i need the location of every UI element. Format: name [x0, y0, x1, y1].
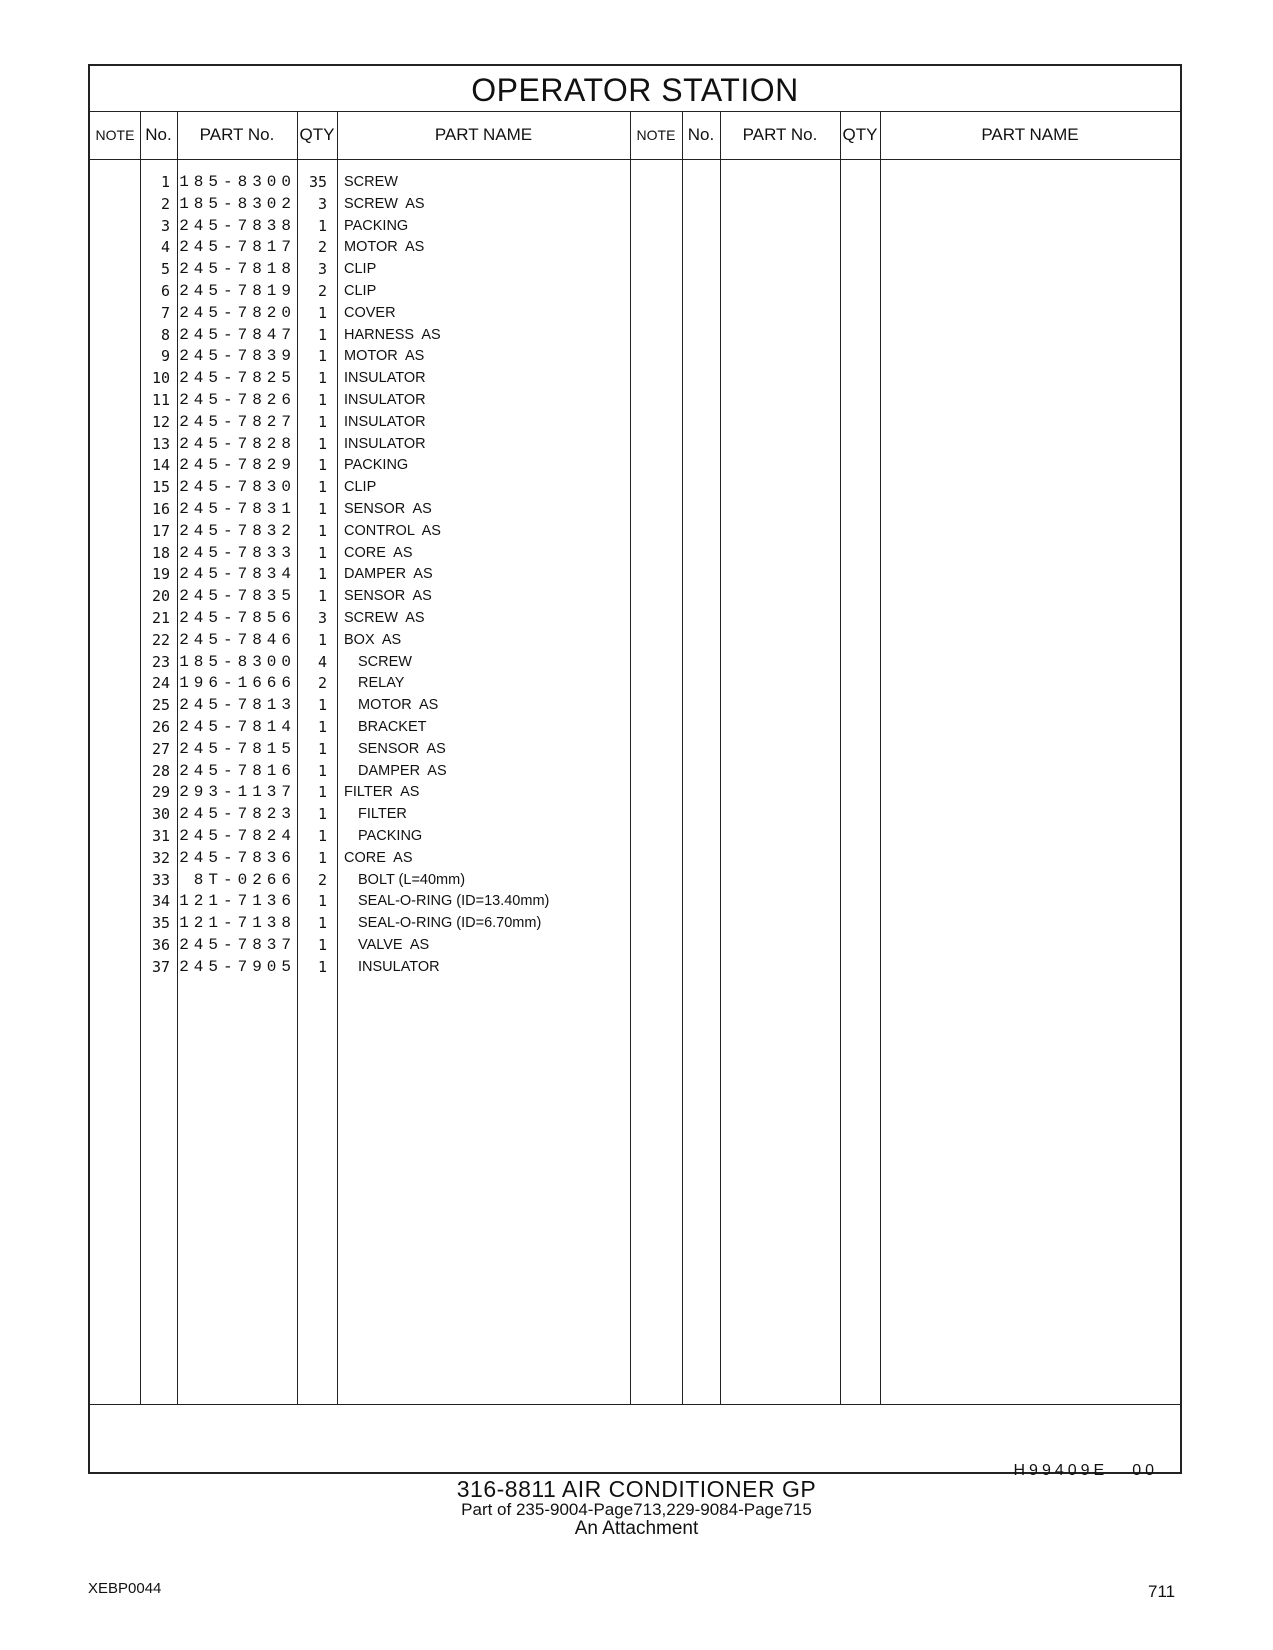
- row-part-number: 245-7905: [179, 957, 296, 976]
- row-part-name: BRACKET: [358, 719, 427, 735]
- header-no-right: No.: [687, 125, 715, 144]
- row-quantity: 1: [317, 347, 327, 366]
- header-partname-right: PART NAME: [981, 125, 1079, 144]
- ref-version: 00: [1132, 1462, 1158, 1479]
- row-part-number: 245-7815: [179, 739, 296, 758]
- row-part-number: 8T-0266: [193, 870, 296, 889]
- table-row: [90, 738, 650, 761]
- row-number: 26: [151, 718, 170, 736]
- row-quantity: 1: [317, 936, 327, 954]
- row-part-name: FILTER AS: [344, 784, 420, 801]
- row-part-name: SCREW AS: [344, 195, 425, 212]
- header-partno-left: PART No.: [199, 125, 275, 144]
- table-row: [90, 236, 650, 259]
- row-part-number: 185-8300: [179, 652, 296, 671]
- row-part-name: HARNESS AS: [344, 326, 441, 343]
- table-row: [90, 847, 650, 870]
- table-row: [90, 825, 650, 848]
- table-row: [90, 280, 650, 303]
- row-quantity: 1: [317, 696, 327, 715]
- row-quantity: 3: [317, 194, 327, 213]
- caption-part-of: Part of 235-9004-Page713,229-9084-Page715: [461, 1500, 812, 1519]
- row-part-number: 245-7839: [179, 347, 296, 366]
- row-part-number: 245-7814: [179, 718, 296, 736]
- header-note-left: NOTE: [95, 127, 135, 143]
- row-quantity: 1: [317, 761, 327, 780]
- table-row: [90, 215, 650, 238]
- row-quantity: 1: [317, 303, 327, 322]
- row-part-name: CLIP: [344, 479, 377, 496]
- row-part-name: SEAL-O-RING (ID=6.70mm): [358, 915, 542, 932]
- row-number: 19: [151, 565, 170, 584]
- table-row: [90, 454, 650, 477]
- row-quantity: 1: [317, 827, 327, 845]
- row-part-number: 245-7823: [179, 805, 296, 824]
- row-part-name: SENSOR AS: [344, 588, 432, 605]
- row-number: 36: [151, 936, 170, 954]
- footer-divider: [90, 1404, 1180, 1405]
- row-part-name: SEAL-O-RING (ID=13.40mm): [358, 893, 550, 910]
- row-number: 27: [151, 739, 170, 758]
- row-quantity: 1: [317, 521, 327, 540]
- row-part-name: PACKING: [358, 828, 423, 844]
- row-number: 34: [151, 892, 170, 911]
- row-quantity: 2: [317, 238, 327, 257]
- col-divider: [720, 112, 721, 1404]
- row-number: 9: [160, 347, 170, 366]
- row-number: 35: [151, 914, 170, 933]
- table-row: [90, 803, 650, 826]
- row-part-name: PACKING: [344, 217, 409, 234]
- row-number: 17: [151, 521, 170, 540]
- row-number: 11: [151, 391, 170, 409]
- row-number: 18: [151, 543, 170, 562]
- table-row: [90, 476, 650, 499]
- header-note-right: NOTE: [636, 127, 676, 143]
- row-part-number: 245-7819: [179, 282, 296, 300]
- row-part-number: 185-8302: [179, 194, 296, 213]
- col-divider: [880, 112, 881, 1404]
- row-part-name: CLIP: [344, 283, 377, 299]
- row-part-name: VALVE AS: [358, 937, 430, 953]
- table-row: [90, 498, 650, 521]
- table-row: [90, 258, 650, 281]
- row-number: 33: [151, 870, 170, 889]
- row-part-name: SCREW AS: [344, 610, 425, 626]
- table-row: [90, 629, 650, 652]
- row-quantity: 1: [317, 957, 327, 976]
- table-row: [90, 520, 650, 543]
- row-part-name: SENSOR AS: [344, 501, 432, 517]
- table-row: [90, 869, 650, 892]
- row-quantity: 1: [317, 739, 327, 758]
- table-row: [90, 890, 650, 913]
- row-part-name: INSULATOR: [344, 370, 426, 387]
- row-number: 3: [160, 216, 170, 235]
- row-part-number: 245-7824: [179, 827, 296, 845]
- row-number: 15: [151, 478, 170, 497]
- row-quantity: 1: [317, 500, 327, 518]
- row-part-number: 245-7833: [179, 543, 296, 562]
- header-no-left: No.: [145, 125, 172, 144]
- row-quantity: 2: [317, 674, 327, 693]
- table-row: [90, 193, 650, 216]
- row-quantity: 2: [317, 870, 327, 889]
- row-part-name: INSULATOR: [344, 392, 426, 408]
- header-partname-left: PART NAME: [434, 125, 533, 144]
- table-row: [90, 324, 650, 347]
- row-part-number: 245-7829: [179, 456, 296, 475]
- row-part-number: 245-7828: [179, 434, 296, 453]
- row-part-name: SCREW: [358, 653, 412, 670]
- row-number: 23: [151, 652, 170, 671]
- table-row: [90, 912, 650, 935]
- caption-group-title: 316-8811 AIR CONDITIONER GP: [456, 1476, 817, 1502]
- table-row: [90, 716, 650, 739]
- row-number: 2: [160, 194, 170, 213]
- row-quantity: 2: [317, 282, 327, 300]
- row-part-number: 245-7820: [179, 303, 296, 322]
- row-number: 32: [151, 848, 170, 867]
- row-part-number: 121-7136: [179, 892, 296, 911]
- row-part-number: 245-7838: [179, 216, 296, 235]
- row-quantity: 3: [317, 260, 327, 279]
- row-quantity: 1: [317, 478, 327, 497]
- row-part-number: 245-7818: [179, 260, 296, 279]
- row-quantity: 3: [317, 609, 327, 627]
- row-part-number: 245-7826: [179, 391, 296, 409]
- row-number: 16: [151, 500, 170, 518]
- page-number: 711: [1148, 1582, 1176, 1601]
- row-part-name: COVER: [344, 304, 396, 321]
- row-number: 5: [160, 260, 170, 279]
- row-part-number: 245-7827: [179, 412, 296, 431]
- row-number: 25: [151, 696, 170, 715]
- row-quantity: 1: [317, 783, 327, 802]
- table-row: [90, 171, 650, 194]
- row-part-name: BOX AS: [344, 631, 402, 648]
- row-part-number: 245-7825: [179, 369, 296, 388]
- row-part-number: 245-7835: [179, 587, 296, 606]
- row-number: 29: [151, 783, 170, 802]
- row-part-number: 121-7138: [179, 914, 296, 933]
- row-quantity: 1: [317, 412, 327, 431]
- row-part-name: INSULATOR: [344, 435, 426, 452]
- row-part-number: 245-7813: [179, 696, 296, 715]
- table-row: [90, 389, 650, 412]
- row-part-name: MOTOR AS: [344, 239, 425, 256]
- row-part-number: 245-7836: [179, 848, 296, 867]
- row-quantity: 1: [317, 587, 327, 606]
- row-number: 13: [151, 434, 170, 453]
- row-part-number: 245-7834: [179, 565, 296, 584]
- row-number: 14: [151, 456, 170, 475]
- row-part-number: 245-7846: [179, 630, 296, 649]
- row-part-number: 245-7837: [179, 936, 296, 954]
- row-quantity: 1: [317, 630, 327, 649]
- table-row: [90, 411, 650, 434]
- row-part-number: 245-7831: [179, 500, 296, 518]
- row-part-name: DAMPER AS: [344, 566, 433, 583]
- row-part-number: 245-7832: [179, 521, 296, 540]
- row-quantity: 4: [317, 652, 327, 671]
- row-quantity: 1: [317, 434, 327, 453]
- row-number: 22: [151, 630, 170, 649]
- row-part-number: 293-1137: [179, 783, 296, 802]
- table-row: [90, 934, 650, 957]
- row-part-name: DAMPER AS: [358, 762, 447, 779]
- table-row: [90, 956, 650, 979]
- table-row: [90, 302, 650, 325]
- parts-table: [88, 64, 1182, 1479]
- row-number: 10: [151, 369, 170, 388]
- row-number: 30: [151, 805, 170, 824]
- row-part-number: 245-7847: [179, 325, 296, 344]
- row-number: 21: [151, 609, 170, 627]
- row-quantity: 1: [317, 892, 327, 911]
- row-part-name: INSULATOR: [344, 413, 426, 430]
- row-number: 28: [151, 761, 170, 780]
- col-divider: [682, 112, 683, 1404]
- row-part-name: PACKING: [344, 457, 409, 474]
- row-quantity: 35: [308, 173, 327, 191]
- table-row: [90, 694, 650, 717]
- row-quantity: 1: [317, 391, 327, 409]
- row-part-name: MOTOR AS: [358, 697, 439, 714]
- row-number: 1: [160, 173, 170, 191]
- row-part-name: MOTOR AS: [344, 348, 425, 365]
- table-row: [90, 433, 650, 456]
- table-row: [90, 345, 650, 368]
- header-partno-right: PART No.: [742, 125, 818, 144]
- row-number: 31: [151, 827, 170, 845]
- row-number: 24: [151, 674, 170, 693]
- row-number: 7: [160, 303, 170, 322]
- row-part-name: CORE AS: [344, 849, 413, 866]
- row-quantity: 1: [317, 369, 327, 388]
- row-part-name: CORE AS: [344, 544, 413, 561]
- row-part-name: SCREW: [344, 174, 398, 190]
- row-part-number: 185-8300: [179, 173, 296, 191]
- row-part-number: 245-7816: [179, 761, 296, 780]
- doc-id: XEBP0044: [88, 1580, 162, 1597]
- col-divider: [840, 112, 841, 1404]
- table-row: [90, 672, 650, 695]
- row-part-name: SENSOR AS: [358, 740, 446, 757]
- ref-code: H99409E: [1013, 1462, 1109, 1479]
- caption-attachment: An Attachment: [574, 1518, 699, 1539]
- row-number: 8: [160, 325, 170, 344]
- table-row: [90, 367, 650, 390]
- row-part-name: CONTROL AS: [344, 522, 441, 539]
- row-quantity: 1: [317, 216, 327, 235]
- row-quantity: 1: [317, 848, 327, 867]
- table-row: [90, 781, 650, 804]
- row-part-number: 245-7856: [179, 609, 296, 627]
- row-number: 4: [160, 238, 170, 257]
- table-row: [90, 651, 650, 674]
- row-part-name: BOLT (L=40mm): [358, 871, 466, 888]
- row-number: 6: [160, 282, 170, 300]
- table-row: [90, 563, 650, 586]
- header-qty-left: QTY: [299, 125, 335, 144]
- page-title: OPERATOR STATION: [90, 66, 1180, 112]
- row-quantity: 1: [317, 805, 327, 824]
- row-part-number: 245-7830: [179, 478, 296, 497]
- row-quantity: 1: [317, 543, 327, 562]
- row-quantity: 1: [317, 718, 327, 736]
- table-row: [90, 585, 650, 608]
- row-quantity: 1: [317, 456, 327, 475]
- row-part-number: 196-1666: [179, 674, 296, 693]
- row-number: 20: [151, 587, 170, 606]
- row-number: 12: [151, 412, 170, 431]
- row-part-name: FILTER: [358, 806, 407, 823]
- table-row: [90, 760, 650, 783]
- row-quantity: 1: [317, 914, 327, 933]
- row-part-number: 245-7817: [179, 238, 296, 257]
- header-qty-right: QTY: [842, 125, 878, 144]
- table-row: [90, 607, 650, 630]
- row-part-name: CLIP: [344, 261, 377, 278]
- table-row: [90, 542, 650, 565]
- row-part-name: INSULATOR: [358, 958, 440, 975]
- row-quantity: 1: [317, 325, 327, 344]
- table-header: [90, 112, 1180, 160]
- row-quantity: 1: [317, 565, 327, 584]
- row-part-name: RELAY: [358, 675, 405, 692]
- row-number: 37: [151, 957, 170, 976]
